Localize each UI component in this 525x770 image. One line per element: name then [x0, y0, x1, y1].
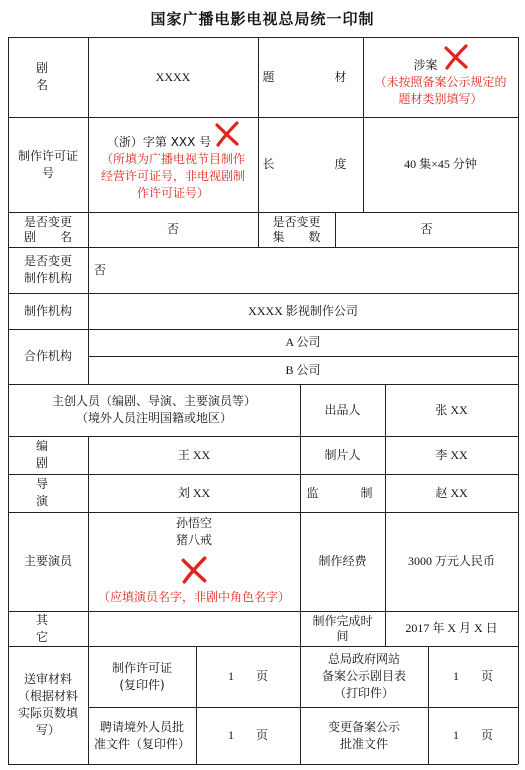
completion-time-label-line-2: 间 — [336, 628, 349, 643]
license-note-line-1: （所填为广播电视节目制作 — [100, 151, 245, 166]
production-org-value: XXXX 影视制作公司 — [248, 303, 358, 318]
material-2-label-line-2: 备案公示剧目表 — [321, 669, 406, 683]
producer-label: 制片人 — [324, 447, 361, 462]
main-actors-note: （应填演员名字，非剧中角色名字） — [97, 590, 290, 604]
completion-time-label — [300, 611, 385, 646]
material-2-label — [300, 646, 428, 707]
license-label — [8, 117, 88, 212]
other-value — [88, 611, 300, 646]
material-3-count — [196, 707, 300, 764]
completion-time-label-line-1: 制作完成时 — [312, 613, 373, 628]
episodes-changed-label-line-1: 是否变更 — [272, 214, 321, 229]
material-4-label — [300, 707, 428, 764]
producer-value: 李 XX — [435, 447, 468, 462]
episodes-changed-label — [258, 212, 335, 247]
episodes-changed-value: 否 — [420, 222, 433, 236]
name-changed-label-line-1: 是否变更 — [23, 214, 72, 229]
budget-label: 制作经费 — [318, 554, 367, 568]
material-4-count-value: 1 — [452, 728, 459, 742]
creators-label-line-1: 主创人员（编剧、导演、主要演员等） — [51, 394, 256, 408]
material-2-label-line-3: （打印件） — [333, 686, 394, 700]
material-4-label-line-1: 变更备案公示 — [327, 719, 400, 734]
cooperation-org-value-2: B 公司 — [285, 362, 321, 377]
length-label: 长 度 — [262, 157, 359, 171]
license-note-line-2: 经营许可证号，非电视剧制 — [100, 168, 245, 183]
cross-mark-icon — [180, 556, 208, 584]
cross-mark-icon — [214, 121, 240, 147]
license-label-line-2: 号 — [41, 165, 54, 180]
material-1-label — [88, 646, 196, 707]
material-2-count-unit: 页 — [480, 669, 493, 683]
supervisor-label: 监 制 — [306, 485, 379, 500]
screenwriter-label: 编 剧 — [35, 439, 109, 470]
material-2-count — [428, 646, 518, 707]
name-changed-label — [8, 212, 88, 247]
org-changed-label — [8, 247, 88, 293]
creators-label-line-2: （境外人员注明国籍或地区） — [75, 411, 232, 425]
material-2-label-line-1: 总局政府网站 — [327, 652, 400, 666]
main-actor-1: 孙悟空 — [175, 516, 212, 530]
material-4-count — [428, 707, 518, 764]
other-label: 其 它 — [35, 612, 109, 644]
material-3-count-value: 1 — [227, 728, 234, 742]
material-3-label-line-2: 准文件（复印件） — [93, 736, 190, 751]
materials-label-line-2: （根据材料 — [17, 689, 78, 703]
material-1-count-unit: 页 — [255, 669, 268, 683]
subject-value: 涉案 — [413, 57, 438, 72]
material-4-count-unit: 页 — [480, 728, 493, 742]
material-1-label-line-2: (复印件) — [119, 677, 165, 692]
license-value: （浙）字第 XXX 号 — [106, 134, 212, 149]
director-label: 导 演 — [35, 477, 109, 508]
supervisor-value: 赵 XX — [435, 485, 468, 500]
director-value: 刘 XX — [177, 485, 211, 500]
subject-note-line-2: 题材类别填写） — [398, 91, 483, 106]
episodes-changed-label-line-2: 集 数 — [272, 229, 321, 244]
budget-value: 3000 万元人民币 — [407, 554, 495, 568]
material-1-count — [196, 646, 300, 707]
name-changed-value: 否 — [166, 222, 179, 236]
org-changed-label-line-2: 制作机构 — [23, 271, 72, 285]
materials-label-line-4: 写） — [35, 723, 60, 737]
producer-org-value: 张 XX — [435, 402, 468, 417]
form-title: 国家广播电影电视总局统一印制 — [150, 10, 375, 28]
cross-mark-icon — [443, 44, 469, 70]
main-actors-label: 主要演员 — [23, 554, 72, 568]
name-changed-label-line-2: 剧 名 — [23, 229, 72, 244]
cooperation-org-value-1: A 公司 — [285, 335, 321, 349]
length-value: 40 集×45 分钟 — [404, 157, 477, 171]
creators-label — [8, 384, 300, 436]
material-3-label — [88, 707, 196, 764]
material-2-count-value: 1 — [452, 669, 459, 683]
cooperation-org-label: 合作机构 — [23, 349, 72, 363]
material-3-count-unit: 页 — [255, 728, 268, 742]
subject-label: 题 材 — [262, 69, 359, 84]
org-changed-value: 否 — [94, 262, 107, 277]
subject-cell — [363, 37, 518, 117]
completion-time-value: 2017 年 X 月 X 日 — [405, 621, 498, 635]
material-4-label-line-2: 批准文件 — [339, 736, 388, 751]
material-1-count-value: 1 — [227, 669, 234, 683]
screenwriter-value: 王 XX — [177, 447, 211, 462]
materials-label — [8, 646, 88, 764]
production-org-label: 制作机构 — [23, 303, 72, 318]
license-note-line-3: 作许可证号） — [136, 185, 209, 200]
producer-org-label: 出品人 — [324, 402, 361, 417]
material-1-label-line-1: 制作许可证 — [111, 660, 172, 675]
license-label-line-1: 制作许可证 — [17, 148, 78, 163]
materials-label-line-1: 送审材料 — [23, 672, 72, 686]
subject-note-line-1: （未按照备案公示规定的 — [374, 74, 507, 89]
org-changed-label-line-1: 是否变更 — [23, 254, 72, 268]
drama-name-value: XXXX — [155, 69, 191, 84]
material-3-label-line-1: 聘请境外人员批 — [99, 719, 184, 734]
main-actor-2: 猪八戒 — [175, 533, 212, 547]
materials-label-line-3: 实际页数填 — [17, 706, 78, 720]
drama-name-label: 剧 名 — [35, 61, 109, 92]
